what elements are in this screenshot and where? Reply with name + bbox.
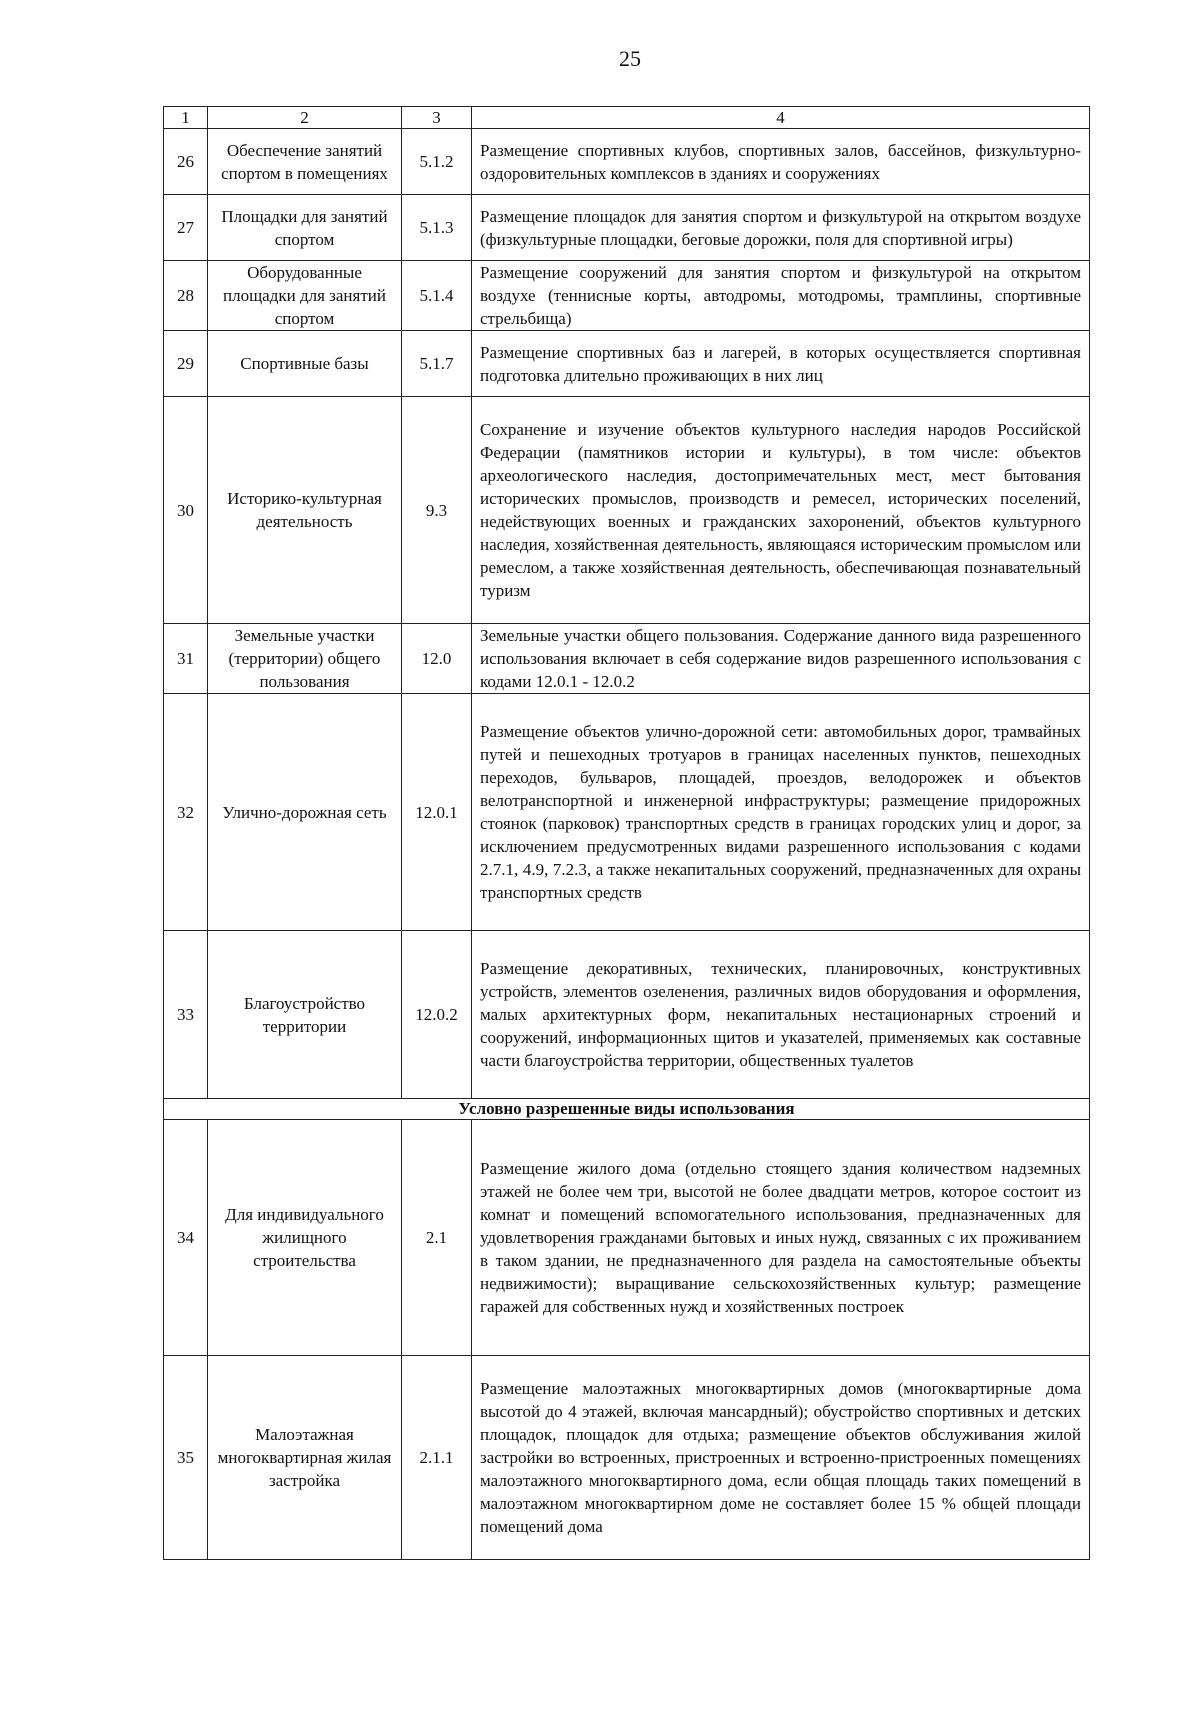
table-row: [164, 261, 1090, 331]
table-row: [164, 694, 1090, 931]
use-name: Площадки для занятий спортом: [208, 195, 402, 261]
use-description: Размещение жилого дома (отдельно стоящего здания количеством надземных этажей не более чем три, высотой не более двадцати метров, которое состоит из комнат и помещений вспомогательного использования, предназначенных для удовлетворения гражданами бытовых и иных нужд, связанных с их проживанием в таком здании, не предназначенного для раздела на самостоятельные объекты недвижимости); выращивание сельскохозяйственных культур; размещение гаражей для собственных нужд и хозяйственных построек: [472, 1120, 1090, 1356]
use-description: Размещение площадок для занятия спортом и физкультурой на открытом воздухе (физкультурные площадки, беговые дорожки, поля для спортивной игры): [472, 195, 1090, 261]
use-code: 5.1.4: [402, 261, 472, 331]
use-description: Размещение декоративных, технических, планировочных, конструктивных устройств, элементов озеленения, различных видов оборудования и оформления, малых архитектурных форм, некапитальных нестационарных строений и сооружений, информационных щитов и указателей, применяемых как составные части благоустройства территории, общественных туалетов: [472, 931, 1090, 1099]
use-name: Земельные участки (территории) общего пользования: [208, 624, 402, 694]
use-name: Для индивидуального жилищного строительства: [208, 1120, 402, 1356]
table-row: [164, 1356, 1090, 1560]
header-cell-3: 3: [402, 107, 472, 129]
row-number: 33: [164, 931, 208, 1099]
use-description: Размещение объектов улично-дорожной сети: автомобильных дорог, трамвайных путей и пешеходных тротуаров в границах населенных пунктов, пешеходных переходов, бульваров, площадей, проездов, велодорожек и объектов велотранспортной и инженерной инфраструктуры; размещение придорожных стоянок (парковок) транспортных средств в границах городских улиц и дорог, за исключением предусмотренных видами разрешенного использования с кодами 2.7.1, 4.9, 7.2.3, а также некапитальных сооружений, предназначенных для охраны транспортных средств: [472, 694, 1090, 931]
use-code: 9.3: [402, 397, 472, 624]
table-row: [164, 1120, 1090, 1356]
row-number: 31: [164, 624, 208, 694]
use-name: Малоэтажная многоквартирная жилая застройка: [208, 1356, 402, 1560]
row-number: 26: [164, 129, 208, 195]
header-cell-4: 4: [472, 107, 1090, 129]
section-row: [164, 1099, 1090, 1120]
use-code: 12.0.1: [402, 694, 472, 931]
page-number: 25: [619, 46, 641, 71]
row-number: 35: [164, 1356, 208, 1560]
table-row: [164, 931, 1090, 1099]
row-number: 27: [164, 195, 208, 261]
row-number: 34: [164, 1120, 208, 1356]
use-code: 2.1.1: [402, 1356, 472, 1560]
use-code: 12.0: [402, 624, 472, 694]
use-code: 5.1.7: [402, 331, 472, 397]
header-cell-2: 2: [208, 107, 402, 129]
use-description: Сохранение и изучение объектов культурного наследия народов Российской Федерации (памятников истории и культуры), в том числе: объектов археологического наследия, достопримечательных мест, мест бытования исторических промыслов, производств и ремесел, исторических поселений, недействующих военных и гражданских захоронений, объектов культурного наследия, хозяйственная деятельность, являющаяся историческим промыслом или ремеслом, а также хозяйственная деятельность, обеспечивающая познавательный туризм: [472, 397, 1090, 624]
table-row: [164, 195, 1090, 261]
use-name: Благоустройство территории: [208, 931, 402, 1099]
use-name: Улично-дорожная сеть: [208, 694, 402, 931]
row-number: 30: [164, 397, 208, 624]
use-code: 2.1: [402, 1120, 472, 1356]
use-code: 5.1.2: [402, 129, 472, 195]
section-title: Условно разрешенные виды использования: [164, 1099, 1090, 1120]
use-description: Размещение спортивных баз и лагерей, в которых осуществляется спортивная подготовка длительно проживающих в них лиц: [472, 331, 1090, 397]
use-name: Обеспечение занятий спортом в помещениях: [208, 129, 402, 195]
use-name: Оборудованные площадки для занятий спортом: [208, 261, 402, 331]
use-code: 12.0.2: [402, 931, 472, 1099]
use-name: Историко-культурная деятельность: [208, 397, 402, 624]
use-description: Размещение сооружений для занятия спортом и физкультурой на открытом воздухе (теннисные корты, автодромы, мотодромы, трамплины, спортивные стрельбища): [472, 261, 1090, 331]
use-description: Земельные участки общего пользования. Содержание данного вида разрешенного использования включает в себя содержание видов разрешенного использования с кодами 12.0.1 - 12.0.2: [472, 624, 1090, 694]
table-row: [164, 397, 1090, 624]
table-row: [164, 129, 1090, 195]
use-code: 5.1.3: [402, 195, 472, 261]
header-cell-1: 1: [164, 107, 208, 129]
use-description: Размещение малоэтажных многоквартирных домов (многоквартирные дома высотой до 4 этажей, включая мансардный); обустройство спортивных и детских площадок, площадок для отдыха; размещение объектов обслуживания жилой застройки во встроенных, пристроенных и встроенно-пристроенных помещениях малоэтажного многоквартирного дома, если общая площадь таких помещений в малоэтажном многоквартирном доме не составляет более 15 % общей площади помещений дома: [472, 1356, 1090, 1560]
row-number: 32: [164, 694, 208, 931]
table-row: [164, 331, 1090, 397]
table-row: [164, 624, 1090, 694]
use-name: Спортивные базы: [208, 331, 402, 397]
row-number: 29: [164, 331, 208, 397]
land-use-table: [163, 106, 1090, 1560]
table-header-row: [164, 107, 1090, 129]
row-number: 28: [164, 261, 208, 331]
use-description: Размещение спортивных клубов, спортивных залов, бассейнов, физкультурно-оздоровительных комплексов в зданиях и сооружениях: [472, 129, 1090, 195]
